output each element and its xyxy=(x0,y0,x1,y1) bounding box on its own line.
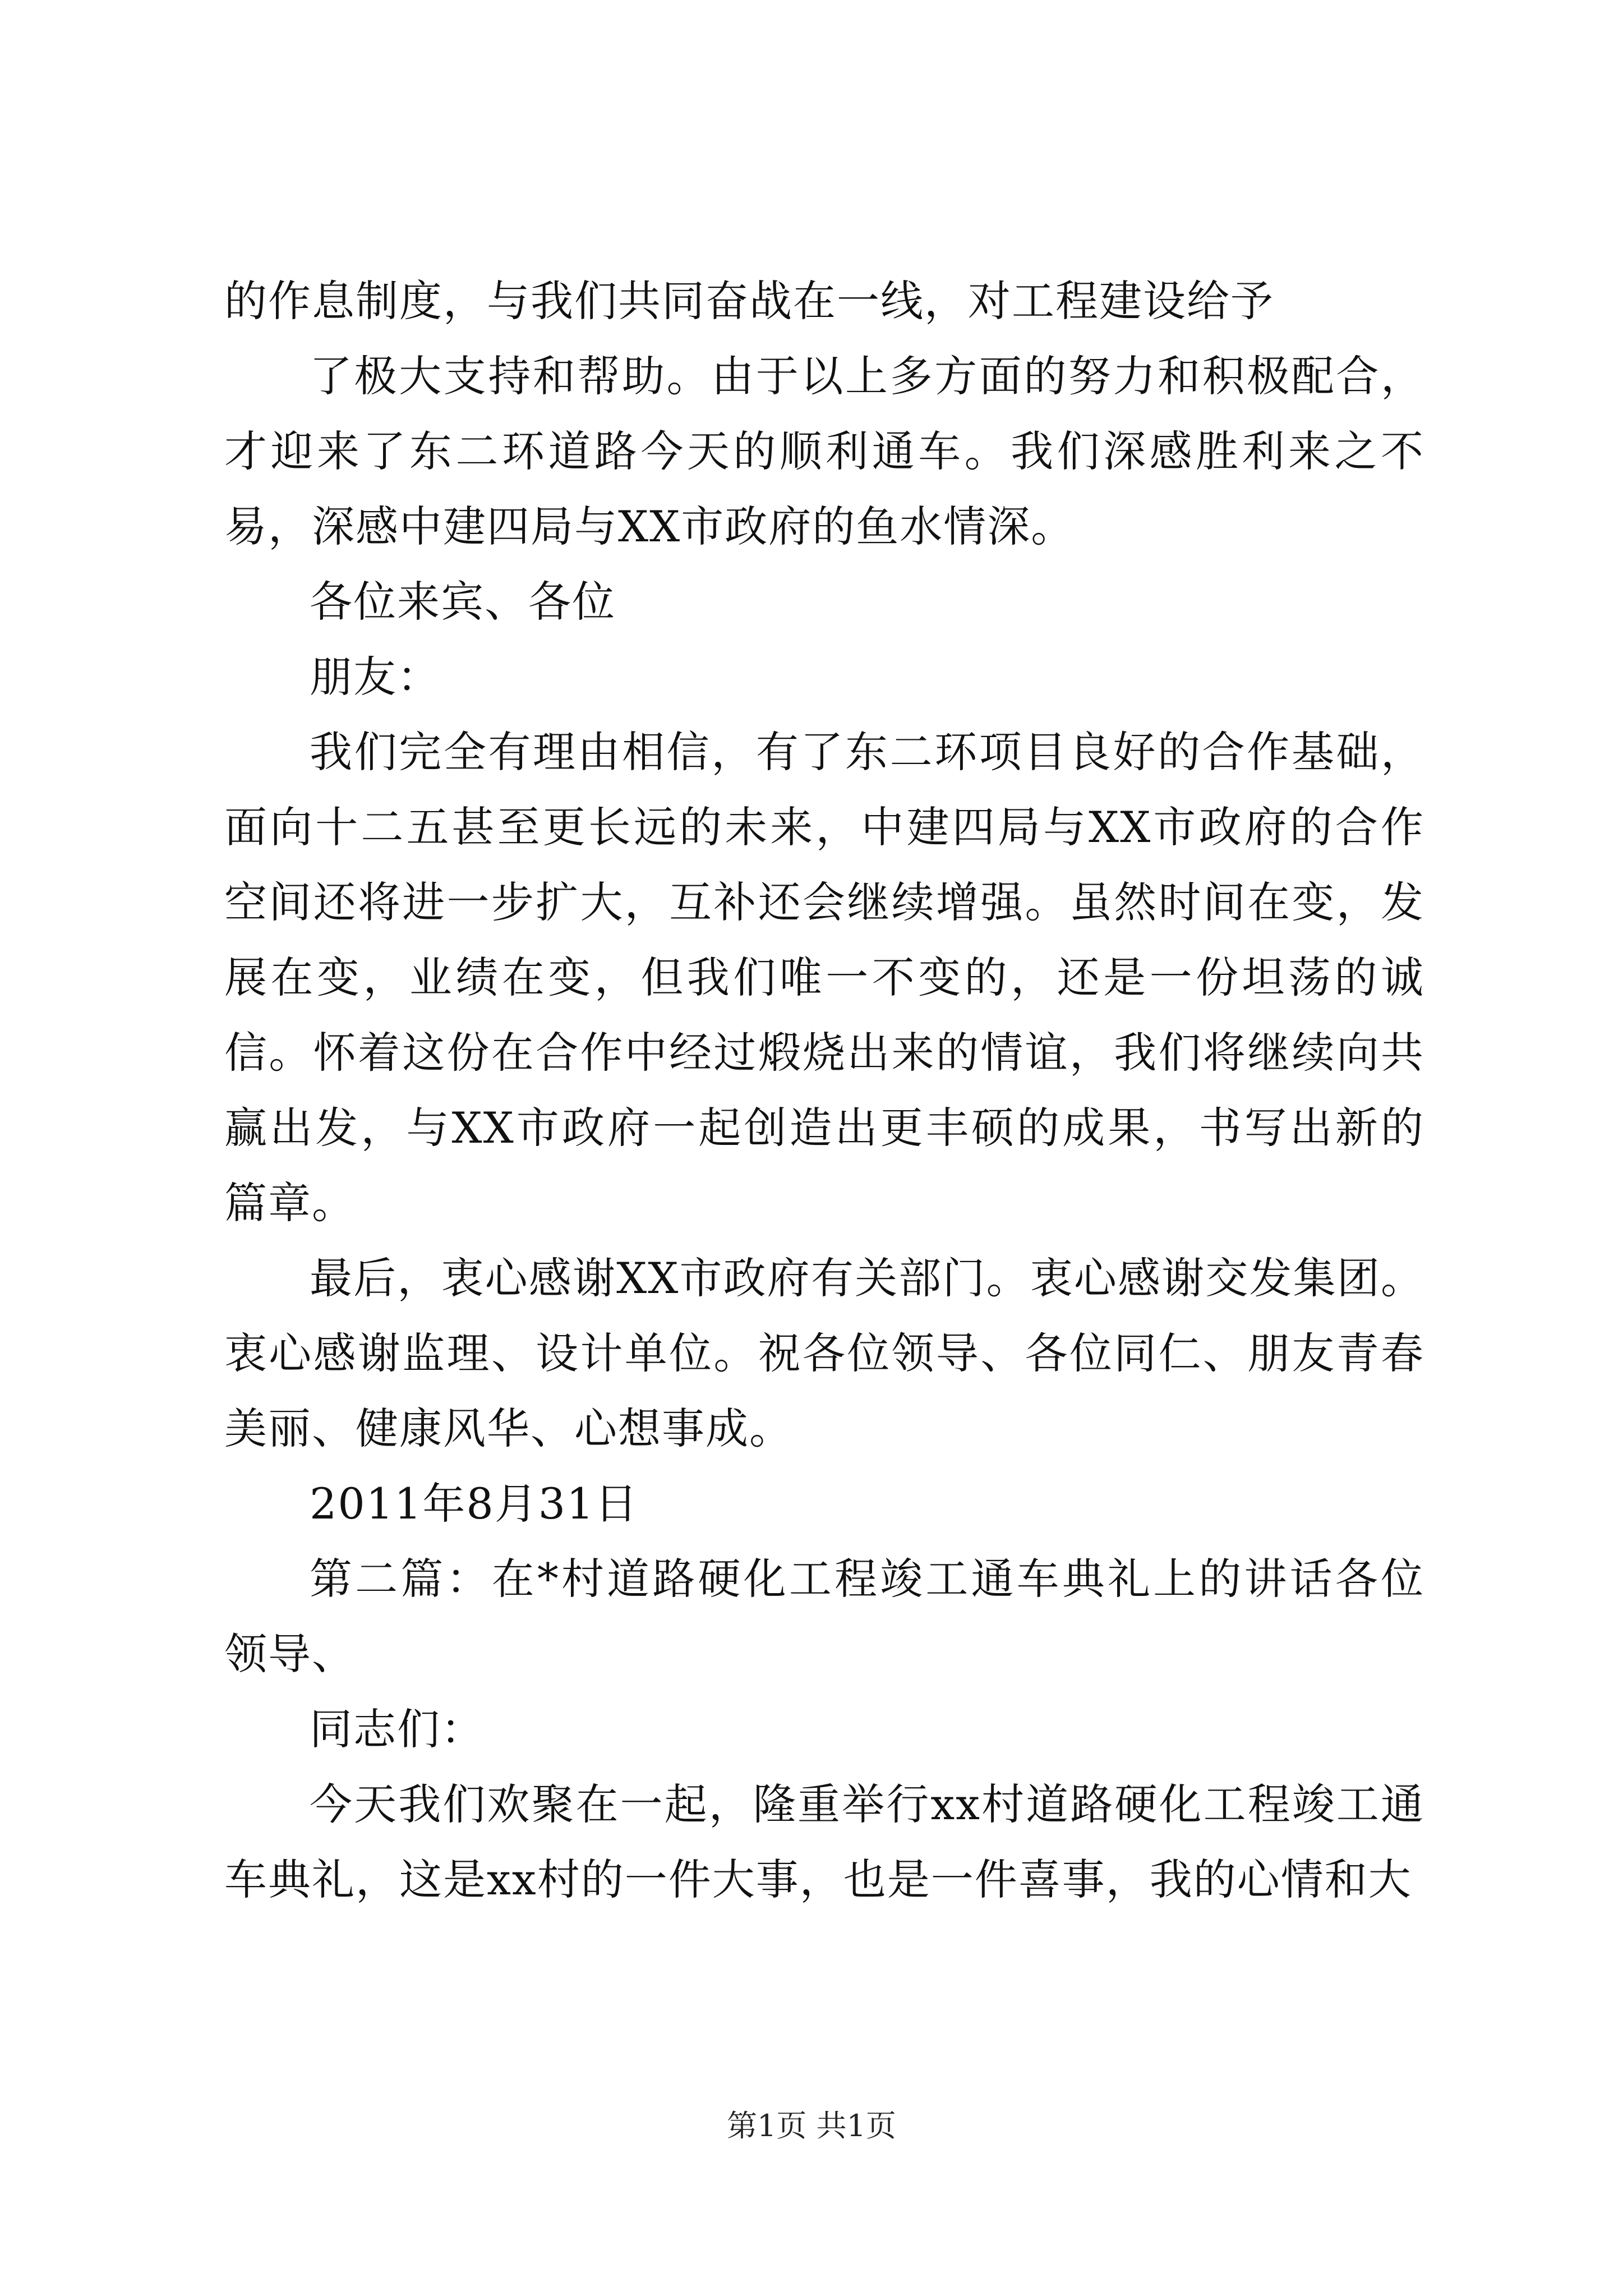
paragraph: 今天我们欢聚在一起，隆重举行xx村道路硬化工程竣工通车典礼，这是xx村的一件大事，也是一件喜事，我的心情和大 xyxy=(224,1779,1424,1904)
document-body xyxy=(224,264,1424,1917)
paragraph: 我们完全有理由相信，有了东二环项目良好的合作基础，面向十二五甚至更长远的未来，中建四局与XX市政府的合作空间还将进一步扩大，互补还会继续增强。虽然时间在变，发展在变，业绩在变，但我们唯一不变的，还是一份坦荡的诚信。怀着这份在合作中经过煅烧出来的情谊，我们将继续向共赢出发，与XX市政府一起创造出更丰硕的成果，书写出新的篇章。 xyxy=(224,727,1424,1228)
date-line: 2011年8月31日 xyxy=(310,1479,639,1529)
paragraph: 了极大支持和帮助。由于以上多方面的努力和积极配合，才迎来了东二环道路今天的顺利通车。我们深感胜利来之不易，深感中建四局与XX市政府的鱼水情深。 xyxy=(224,351,1424,551)
paragraph: 各位来宾、各位 xyxy=(310,577,616,627)
paragraph: 最后，衷心感谢XX市政府有关部门。衷心感谢交发集团。衷心感谢监理、设计单位。祝各位领导、各位同仁、朋友青春美丽、健康风华、心想事成。 xyxy=(224,1253,1424,1453)
paragraph: 朋友： xyxy=(310,652,441,702)
paragraph: 的作息制度，与我们共同奋战在一线，对工程建设给予 xyxy=(224,276,1274,326)
page-footer: 第1页 共1页 xyxy=(727,2108,896,2143)
paragraph: 同志们： xyxy=(310,1704,485,1754)
section-heading: 第二篇：在*村道路硬化工程竣工通车典礼上的讲话各位领导、 xyxy=(224,1554,1424,1679)
